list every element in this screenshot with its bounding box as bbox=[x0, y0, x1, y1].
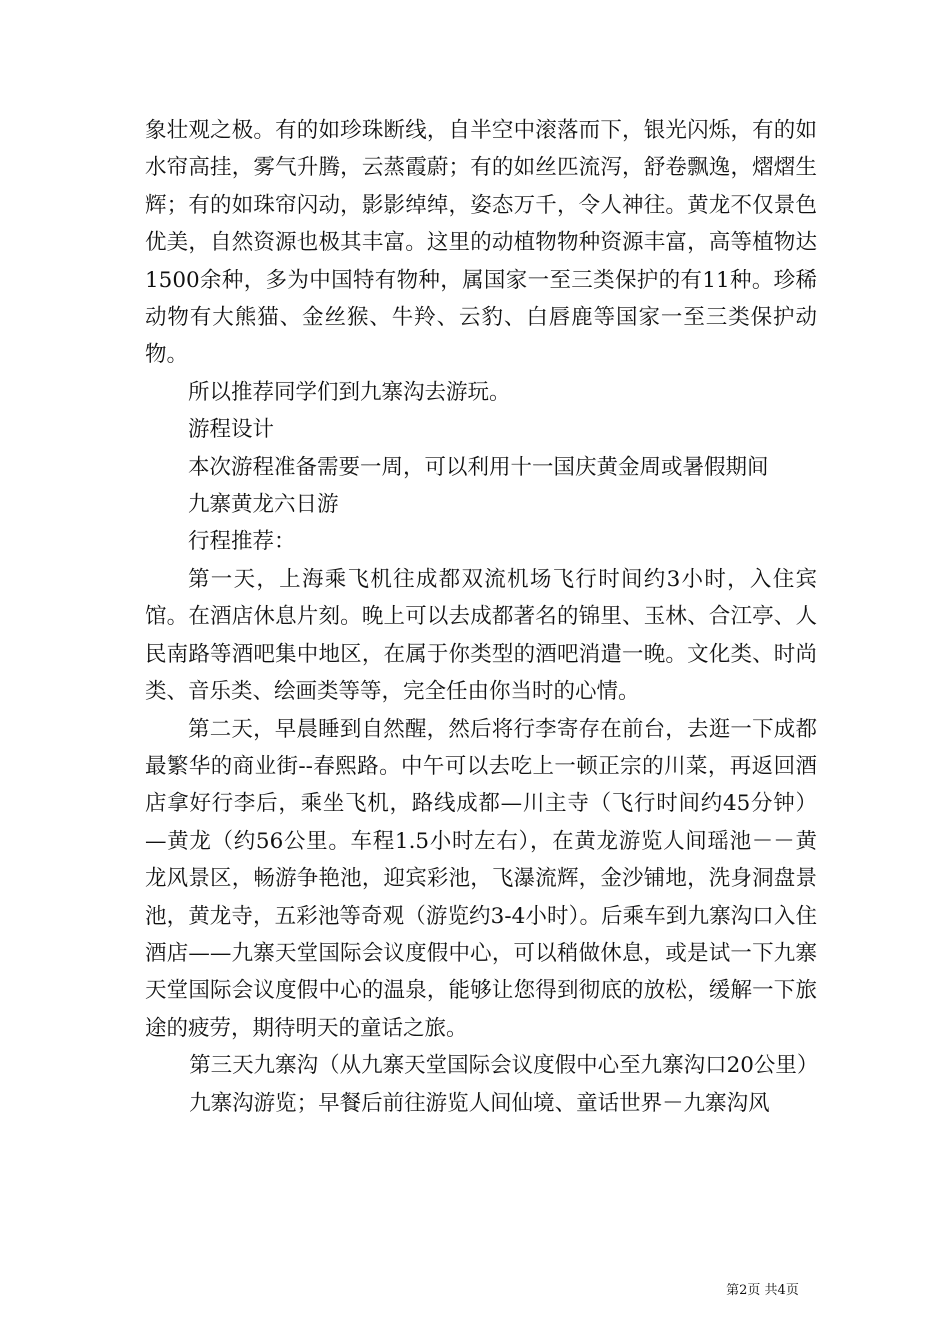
paragraph-itinerary-heading: 游程设计 bbox=[188, 417, 275, 443]
paragraph-tour-name: 九寨黄龙六日游 bbox=[188, 492, 339, 518]
paragraph-day-one: 第一天，上海乘飞机往成都双流机场飞行时间约3小时，入住宾馆。在酒店休息片刻。晚上可以去成都著名的锦里、玉林、合江亭、人民南路等酒吧集中地区，在属于你类型的酒吧消遣一晚。文化类、时尚类、音乐类、绘画类等等，完全任由你当时的心情。 bbox=[145, 566, 817, 705]
document-body bbox=[145, 112, 817, 1122]
paragraph-huanglong-waterfalls: 象壮观之极。有的如珍珠断线，自半空中滚落而下，银光闪烁，有的如水帘高挂，雾气升腾，云蒸霞蔚；有的如丝匹流泻，舒卷飘逸，熠熠生辉；有的如珠帘闪动，影影绰绰，姿态万千，令人神往。黄龙不仅景色优美，自然资源也极其丰富。这里的动植物物种资源丰富，高等植物达1500余种，多为中国特有物种，属国家一至三类保护的有11种。珍稀动物有大熊猫、金丝猴、牛羚、云豹、白唇鹿等国家一至三类保护动物。 bbox=[145, 118, 817, 368]
paragraph-day-two: 第二天，早晨睡到自然醒，然后将行李寄存在前台，去逛一下成都最繁华的商业街--春熙路。中午可以去吃上一顿正宗的川菜，再返回酒店拿好行李后，乘坐飞机，路线成都—川主寺（飞行时间约45分钟）—黄龙（约56公里。车程1.5小时左右），在黄龙游览人间瑶池－－黄龙风景区，畅游争艳池，迎宾彩池，飞瀑流辉，金沙铺地，洗身洞盘景池，黄龙寺，五彩池等奇观（游览约3-4小时）。后乘车到九寨沟口入住酒店——九寨天堂国际会议度假中心，可以稍做休息，或是试一下九寨天堂国际会议度假中心的温泉，能够让您得到彻底的放松，缓解一下旅途的疲劳，期待明天的童话之旅。 bbox=[145, 716, 817, 1041]
paragraph-jiuzhaigou-tour: 九寨沟游览；早餐后前往游览人间仙境、童话世界－九寨沟风 bbox=[189, 1090, 770, 1116]
paragraph-trip-duration: 本次游程准备需要一周，可以利用十一国庆黄金周或暑假期间 bbox=[188, 454, 769, 480]
page-number-footer: 第2页 共4页 bbox=[726, 1283, 799, 1298]
paragraph-recommendation: 所以推荐同学们到九寨沟去游玩。 bbox=[188, 379, 511, 405]
paragraph-itinerary-label: 行程推荐： bbox=[188, 529, 296, 555]
paragraph-day-three: 第三天九寨沟（从九寨天堂国际会议度假中心至九寨沟口20公里） bbox=[189, 1053, 819, 1079]
